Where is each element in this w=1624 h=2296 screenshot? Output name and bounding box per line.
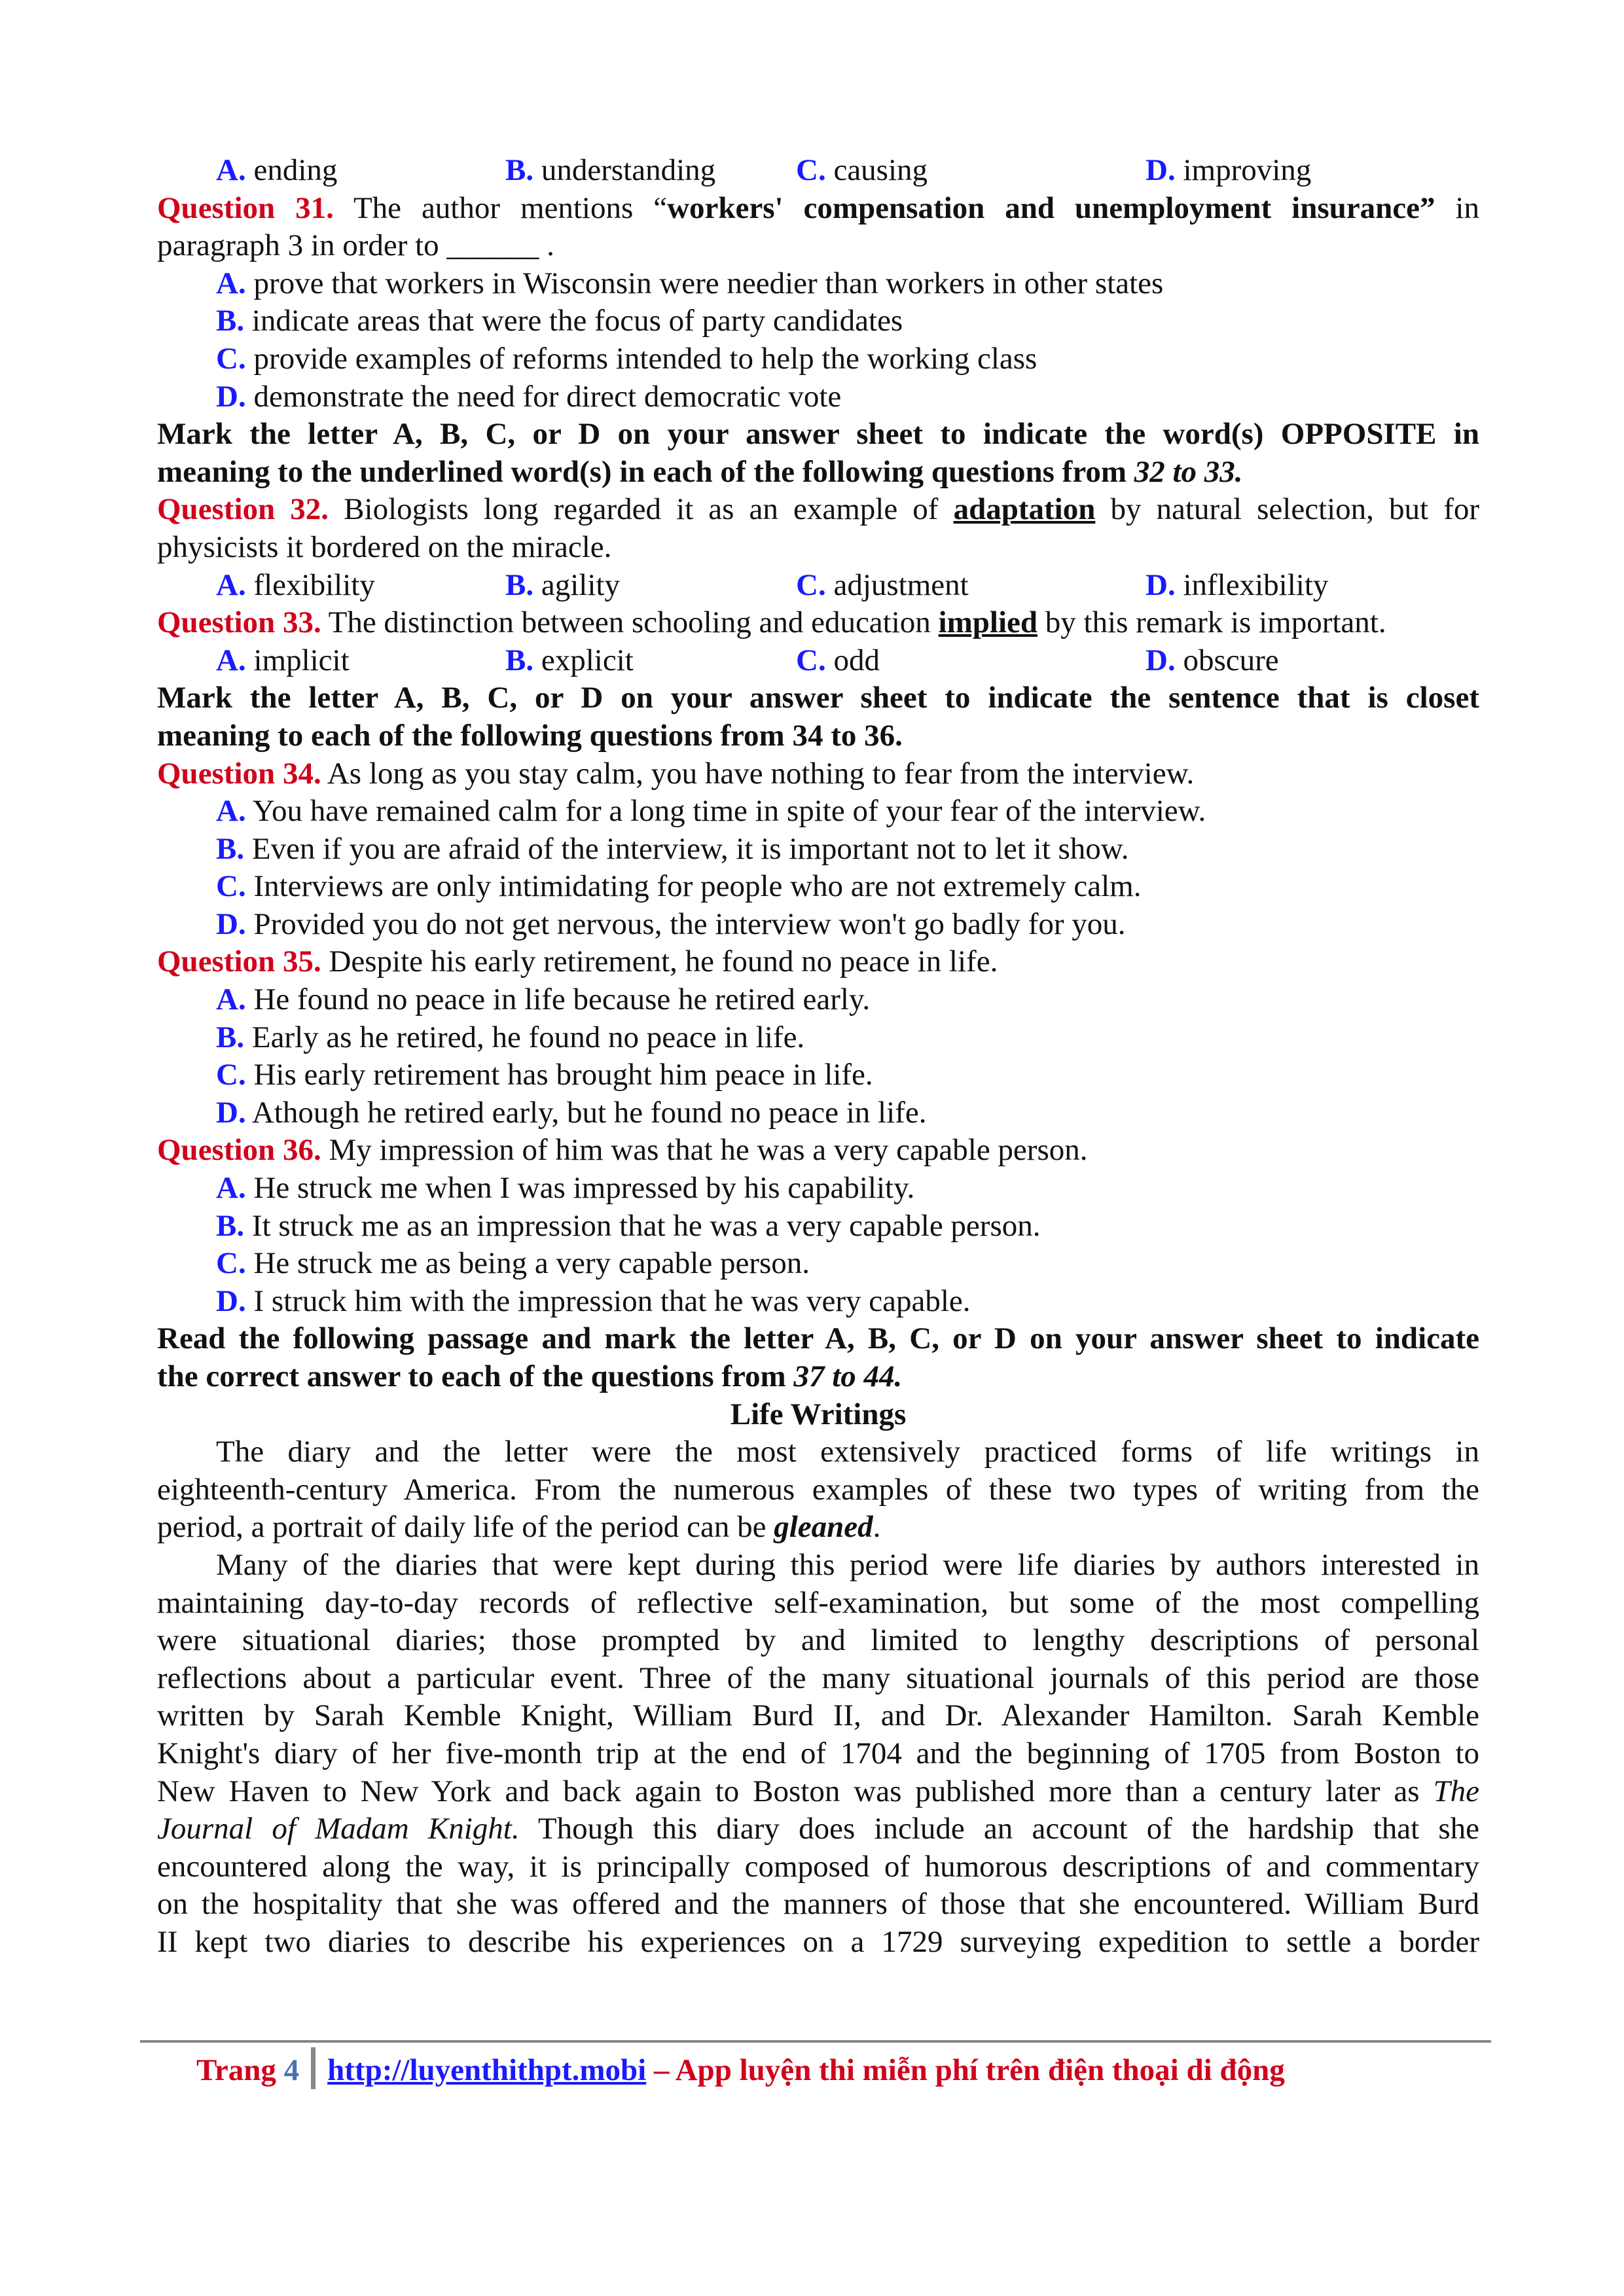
instruction-32-33: Mark the letter A, B, C, or D on your answer sheet to indicate the word(s) OPPOSITE in [157, 417, 1479, 452]
document-page [157, 152, 1479, 1962]
instruction-37-44: Read the following passage and mark the letter A, B, C, or D on your answer sheet to indicate [157, 1321, 1479, 1356]
passage-line: encountered along the way, it is principally composed of humorous descriptions of and commentary [157, 1849, 1479, 1884]
q36-option-a: A. He struck me when I was impressed by his capability. [216, 1171, 915, 1206]
footer-divider [140, 2040, 1491, 2043]
passage-line: were situational diaries; those prompted by and limited to lengthy descriptions of personal [157, 1623, 1479, 1658]
instruction-34-36-cont: meaning to each of the following questions from 34 to 36. [157, 718, 903, 753]
q31-stem-cont: paragraph 3 in order to ______ . [157, 228, 554, 263]
q34-option-a: A. You have remained calm for a long time in spite of your fear of the interview. [216, 794, 1206, 829]
passage-title: Life Writings [730, 1397, 907, 1431]
footer-tagline: – App luyện thi miễn phí trên điện thoại di động [646, 2053, 1285, 2087]
option-d: D. improving [1146, 153, 1312, 187]
q36-option-b: B. It struck me as an impression that he was a very capable person. [216, 1208, 1041, 1243]
q36-stem: Question 36. My impression of him was that he was a very capable person. [157, 1133, 1088, 1168]
passage-line: maintaining day-to-day records of reflective self-examination, but some of the most compelling [157, 1585, 1479, 1620]
page-footer [196, 2047, 1285, 2089]
passage-line: reflections about a particular event. Three of the many situational journals of this period are those [157, 1660, 1479, 1695]
option-a: A. implicit [216, 643, 350, 677]
q35-option-c: C. His early retirement has brought him peace in life. [216, 1058, 873, 1092]
q35-option-a: A. He found no peace in life because he retired early. [216, 982, 871, 1017]
site-link[interactable]: http://luyenthithpt.mobi [327, 2053, 647, 2087]
q36-option-c: C. He struck me as being a very capable person. [216, 1246, 810, 1281]
option-c: C. adjustment [796, 567, 969, 602]
q34-option-d: D. Provided you do not get nervous, the interview won't go badly for you. [216, 906, 1126, 941]
q32-stem: Question 32. Biologists long regarded it as an example of adaptation by natural selection, but for [157, 492, 1479, 527]
passage-line: eighteenth-century America. From the numerous examples of these two types of writing from the [157, 1472, 1479, 1507]
q31-option-a: A. prove that workers in Wisconsin were needier than workers in other states [216, 266, 1164, 300]
passage-line: Journal of Madam Knight. Though this diary does include an account of the hardship that she [157, 1812, 1480, 1846]
option-b: B. understanding [505, 153, 716, 187]
footer-separator [311, 2047, 316, 2089]
option-c: C. causing [796, 153, 928, 187]
q34-option-c: C. Interviews are only intimidating for people who are not extremely calm. [216, 869, 1142, 904]
passage-line: written by Sarah Kemble Knight, William Burd II, and Dr. Alexander Hamilton. Sarah Kemble [157, 1698, 1479, 1733]
q33-options-row [157, 642, 1479, 680]
option-d: D. obscure [1146, 643, 1279, 677]
q34-option-b: B. Even if you are afraid of the interview, it is important not to let it show. [216, 831, 1129, 866]
option-a: A. ending [216, 153, 338, 187]
q36-option-d: D. I struck him with the impression that he was very capable. [216, 1283, 971, 1318]
q32-stem-cont: physicists it bordered on the miracle. [157, 529, 612, 564]
instruction-34-36: Mark the letter A, B, C, or D on your answer sheet to indicate the sentence that is closet [157, 681, 1479, 715]
page-label: Trang [196, 2053, 284, 2087]
instruction-32-33-cont: meaning to the underlined word(s) in each of the following questions from 32 to 33. [157, 454, 1243, 489]
q30-options-row [157, 152, 1479, 190]
q31-option-c: C. provide examples of reforms intended to help the working class [216, 341, 1038, 376]
q35-option-d: D. Athough he retired early, but he found no peace in life. [216, 1095, 927, 1130]
q31-option-b: B. indicate areas that were the focus of party candidates [216, 304, 903, 338]
passage-line: period, a portrait of daily life of the period can be gleaned. [157, 1510, 881, 1545]
passage-line: II kept two diaries to describe his experiences on a 1729 surveying expedition to settle a border [157, 1924, 1479, 1959]
passage-line: The diary and the letter were the most extensively practiced forms of life writings in [216, 1435, 1479, 1469]
q34-stem: Question 34. As long as you stay calm, you have nothing to fear from the interview. [157, 756, 1195, 791]
option-b: B. explicit [505, 643, 634, 677]
passage-line: Many of the diaries that were kept during this period were life diaries by authors interested in [216, 1547, 1479, 1582]
option-d: D. inflexibility [1146, 567, 1329, 602]
q31-option-d: D. demonstrate the need for direct democratic vote [216, 379, 842, 414]
passage-line: Knight's diary of her five-month trip at the end of 1704 and the beginning of 1705 from Boston to [157, 1736, 1479, 1770]
q33-stem: Question 33. The distinction between schooling and education implied by this remark is important. [157, 605, 1386, 640]
q32-options-row [157, 567, 1479, 605]
option-a: A. flexibility [216, 567, 375, 602]
option-c: C. odd [796, 643, 880, 677]
q35-stem: Question 35. Despite his early retirement, he found no peace in life. [157, 944, 998, 979]
q31-stem: Question 31. The author mentions “workers' compensation and unemployment insurance” in [157, 190, 1479, 225]
instruction-37-44-cont: the correct answer to each of the questions from 37 to 44. [157, 1359, 903, 1393]
page-number: 4 [283, 2053, 300, 2087]
passage-line: on the hospitality that she was offered and the manners of those that she encountered. William Burd [157, 1887, 1479, 1922]
passage-line: New Haven to New York and back again to Boston was published more than a century later as The [157, 1774, 1479, 1808]
option-b: B. agility [505, 567, 620, 602]
q35-option-b: B. Early as he retired, he found no peace in life. [216, 1020, 805, 1054]
